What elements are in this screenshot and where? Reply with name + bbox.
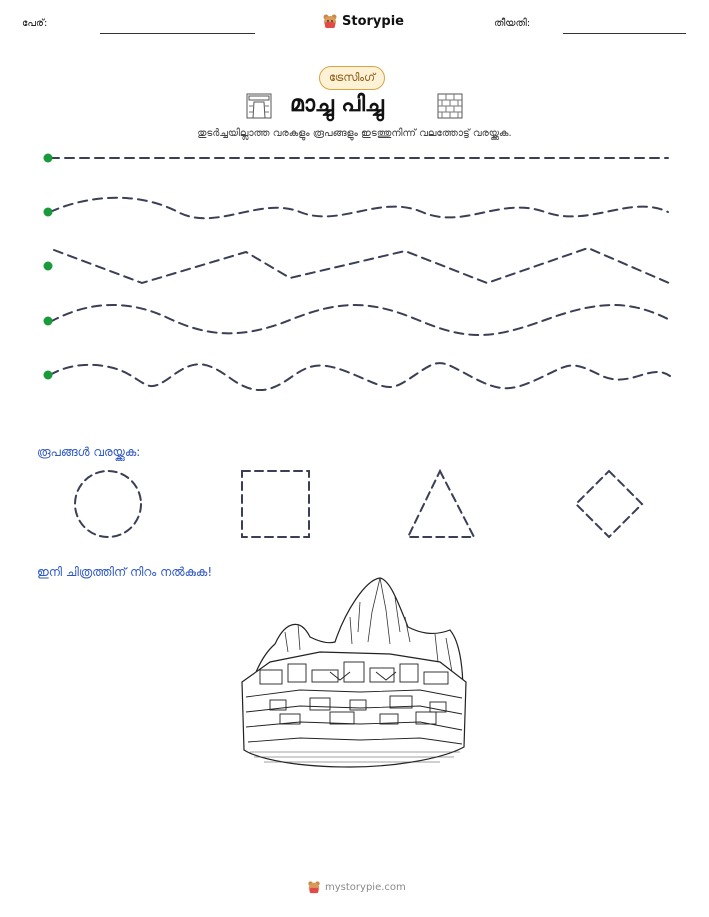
name-line[interactable]: [100, 33, 255, 34]
start-dot: [44, 317, 53, 326]
coloring-section-title: ഇനി ചിത്രത്തിന് നിറം നൽകുക!: [37, 565, 213, 579]
brand-logo: [322, 13, 404, 29]
footer: [307, 880, 406, 894]
shapes-section-title: രൂപങ്ങൾ വരയ്ക്കുക:: [37, 445, 141, 459]
gate-icon: [245, 92, 273, 120]
machu-picchu-illustration: [240, 572, 468, 772]
start-dot: [44, 154, 53, 163]
tracing-badge: ട്രേസിംഗ്: [319, 66, 385, 90]
shapes-area[interactable]: [0, 460, 709, 550]
brand-name: Storypie: [342, 13, 404, 29]
stone-wall-icon: [436, 92, 464, 120]
tracing-lines-area[interactable]: [0, 140, 709, 400]
date-label: തീയതി:: [494, 18, 531, 29]
tracing-line-small-wave: [50, 363, 670, 390]
shape-diamond: [576, 471, 642, 537]
date-line[interactable]: [563, 33, 686, 34]
shape-square: [242, 471, 309, 537]
tracing-line-zigzag: [54, 248, 669, 283]
tracing-line-gentle-wave: [50, 198, 668, 218]
shape-circle: [75, 471, 141, 537]
instruction-text: തുടർച്ചയില്ലാത്ത വരകളും രൂപങ്ങളും ഇടത്തുനിന്ന് വലത്തോട്ട് വരയ്ക്കുക.: [197, 128, 512, 139]
tracing-line-wave: [50, 305, 670, 335]
page-title: മാച്ചു പിച്ചു: [290, 92, 384, 117]
start-dot: [44, 371, 53, 380]
bear-icon: [307, 880, 321, 894]
footer-url[interactable]: mystorypie.com: [325, 881, 406, 893]
bear-icon: [322, 13, 338, 29]
start-dot: [44, 262, 53, 271]
shape-triangle: [408, 471, 474, 537]
start-dot: [44, 208, 53, 217]
name-label: പേര്:: [22, 18, 48, 29]
